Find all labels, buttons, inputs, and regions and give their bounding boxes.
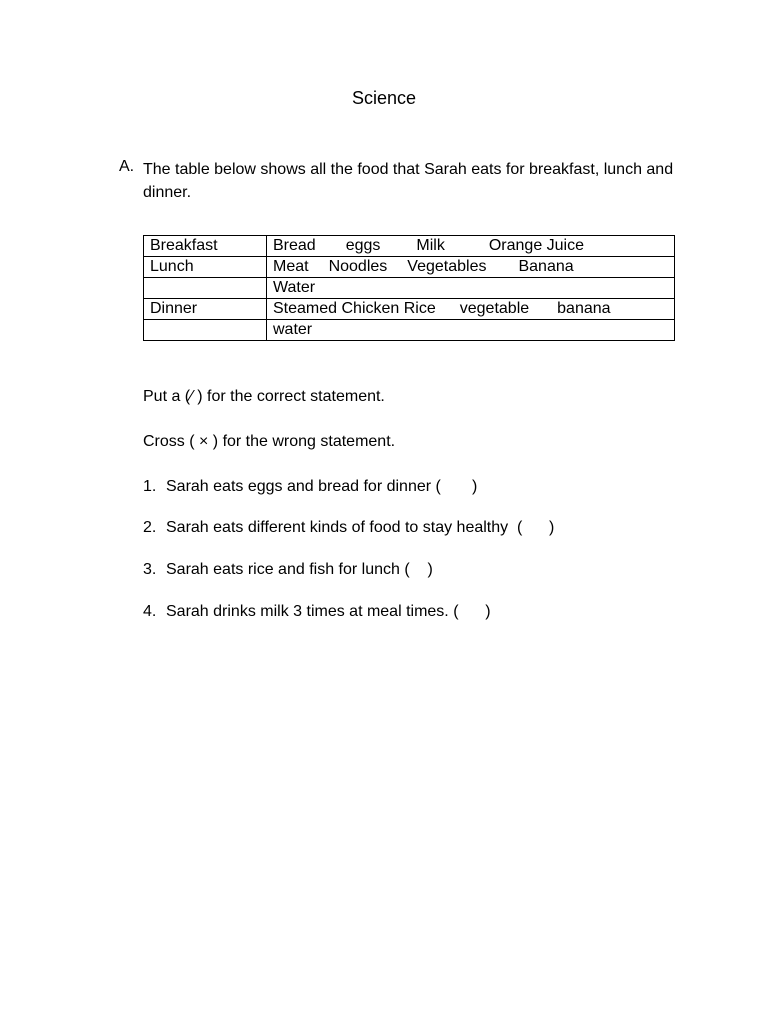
section-label: A. — [119, 158, 135, 175]
food-cell — [267, 320, 675, 341]
section-text: The table below shows all the food that Sarah eats for breakfast, lunch and dinner. — [143, 161, 674, 201]
food-item: Steamed Chicken Rice — [273, 300, 436, 317]
food-item: Noodles — [328, 258, 388, 275]
food-item: vegetable — [459, 300, 530, 317]
page-title: Science — [351, 88, 417, 108]
food-item: Orange Juice — [488, 237, 585, 254]
statement-number: 2. — [143, 519, 157, 536]
meal-cell — [144, 278, 267, 299]
statement-text: Sarah eats rice and fish for lunch ( ) — [166, 561, 433, 578]
meal-cell: Dinner — [144, 299, 267, 320]
meal-cell: Lunch — [144, 257, 267, 278]
statement-number: 4. — [143, 603, 157, 620]
meal-cell — [144, 320, 267, 341]
food-table — [143, 235, 675, 341]
table-row — [144, 299, 675, 320]
meal-cell: Breakfast — [144, 236, 267, 257]
table-row — [144, 278, 675, 299]
food-cell — [267, 257, 675, 278]
table-row — [144, 257, 675, 278]
statement-item — [143, 603, 491, 621]
food-cell — [267, 299, 675, 320]
food-item: banana — [557, 300, 611, 317]
tick-instruction: Put a (⁄ ) for the correct statement. — [143, 388, 385, 405]
food-item: water — [273, 321, 313, 338]
food-item: Vegetables — [407, 258, 487, 275]
statement-text: Sarah eats eggs and bread for dinner ( ) — [166, 478, 478, 495]
food-item: Milk — [416, 237, 445, 254]
statement-item — [143, 478, 477, 496]
statement-item — [143, 561, 433, 579]
statement-number: 1. — [143, 478, 157, 495]
food-cell — [267, 278, 675, 299]
statement-item — [143, 519, 554, 537]
food-item: eggs — [345, 237, 381, 254]
food-cell — [267, 236, 675, 257]
food-item: Bread — [273, 237, 316, 254]
table-row — [144, 320, 675, 341]
food-item: Meat — [273, 258, 309, 275]
statement-number: 3. — [143, 561, 157, 578]
food-item: Water — [273, 279, 316, 296]
food-item: Banana — [518, 258, 574, 275]
cross-instruction: Cross ( × ) for the wrong statement. — [143, 433, 396, 450]
table-row — [144, 236, 675, 257]
statement-text: Sarah eats different kinds of food to stay healthy ( ) — [166, 519, 555, 536]
statement-text: Sarah drinks milk 3 times at meal times. ( ) — [166, 603, 491, 620]
